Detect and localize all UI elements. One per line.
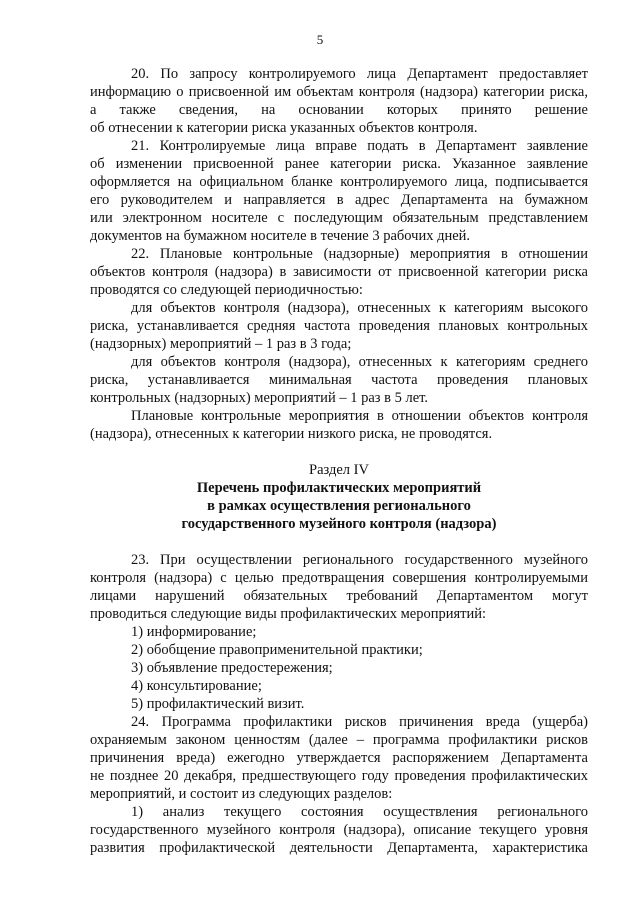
high-risk-line: (надзорных) мероприятий – 1 раз в 3 года; [90, 336, 352, 352]
low-risk-line: Плановые контрольные мероприятия в отношении объектов контроля [131, 408, 588, 424]
paragraph-24-line: охраняемым законом ценностям (далее – программа профилактики рисков [90, 732, 588, 748]
paragraph-23-line: проводиться следующие виды профилактических мероприятий: [90, 606, 487, 622]
medium-risk-line: контрольных (надзорных) мероприятий – 1 раз в 5 лет. [90, 390, 429, 406]
paragraph-22-line: объектов контроля (надзора) в зависимости от присвоенной категории риска [90, 264, 588, 280]
paragraph-21-line: об изменении присвоенной ранее категории риска. Указанное заявление [90, 156, 588, 172]
list-item: 1) информирование; [131, 624, 257, 640]
paragraph-21-line: документов на бумажном носителе в течение 3 рабочих дней. [90, 228, 471, 244]
paragraph-23-line: контроля (надзора) с целью предотвращения совершения контролируемыми [90, 570, 588, 586]
paragraph-21-line: или электронном носителе с последующим обязательным представлением [90, 210, 588, 226]
paragraph-20-line: а также сведения, на основании которых принято решение [90, 102, 588, 118]
medium-risk-line: для объектов контроля (надзора), отнесенных к категориям среднего [131, 354, 588, 370]
high-risk-line: риска, устанавливается средняя частота проведения плановых контрольных [90, 318, 588, 334]
list-item: 5) профилактический визит. [131, 696, 305, 712]
paragraph-24-line: 24. Программа профилактики рисков причинения вреда (ущерба) [131, 714, 588, 730]
list-item: 2) обобщение правоприменительной практики; [131, 642, 423, 658]
paragraph-23-line: лицами нарушений обязательных требований Департаментом могут [90, 588, 588, 604]
paragraph-21-line: оформляется на официальном бланке контролируемого лица, подписывается [90, 174, 588, 190]
section-title-line: Перечень профилактических мероприятий [196, 480, 482, 496]
paragraph-21-line: его руководителем и направляется в адрес Департамента на бумажном [90, 192, 588, 208]
subsection-line: государственного музейного контроля (надзора), описание текущего уровня [90, 822, 588, 838]
subsection-line: развития профилактической деятельности Департамента, характеристика [90, 840, 588, 856]
paragraph-24-line: мероприятий, и состоит из следующих разделов: [90, 786, 393, 802]
paragraph-22-line: проводятся со следующей периодичностью: [90, 282, 363, 298]
paragraph-24-line: не позднее 20 декабря, предшествующего году проведения профилактических [90, 768, 588, 784]
medium-risk-line: риска, устанавливается минимальная частота проведения плановых [90, 372, 588, 388]
section-title-line: государственного музейного контроля (надзора) [181, 516, 497, 532]
paragraph-20-line: информацию о присвоенной им объектам контроля (надзора) категории риска, [90, 84, 588, 100]
section-heading: Раздел IV [309, 462, 369, 478]
subsection-line: 1) анализ текущего состояния осуществления регионального [131, 804, 588, 820]
paragraph-20-line: об отнесении к категории риска указанных объектов контроля. [90, 120, 478, 136]
paragraph-24-line: причинения вреда) ежегодно утверждается распоряжением Департамента [90, 750, 588, 766]
list-item: 4) консультирование; [131, 678, 262, 694]
list-item: 3) объявление предостережения; [131, 660, 333, 676]
low-risk-line: (надзора), отнесенных к категории низкого риска, не проводятся. [90, 426, 493, 442]
paragraph-20-line: 20. По запросу контролируемого лица Департамент предоставляет [131, 66, 588, 82]
paragraph-21-line: 21. Контролируемые лица вправе подать в Департамент заявление [131, 138, 588, 154]
high-risk-line: для объектов контроля (надзора), отнесенных к категориям высокого [131, 300, 588, 316]
page-number: 5 [316, 32, 324, 47]
section-title-line: в рамках осуществления регионального [207, 498, 471, 514]
paragraph-22-line: 22. Плановые контрольные (надзорные) мероприятия в отношении [131, 246, 588, 262]
paragraph-23-line: 23. При осуществлении регионального государственного музейного [131, 552, 588, 568]
